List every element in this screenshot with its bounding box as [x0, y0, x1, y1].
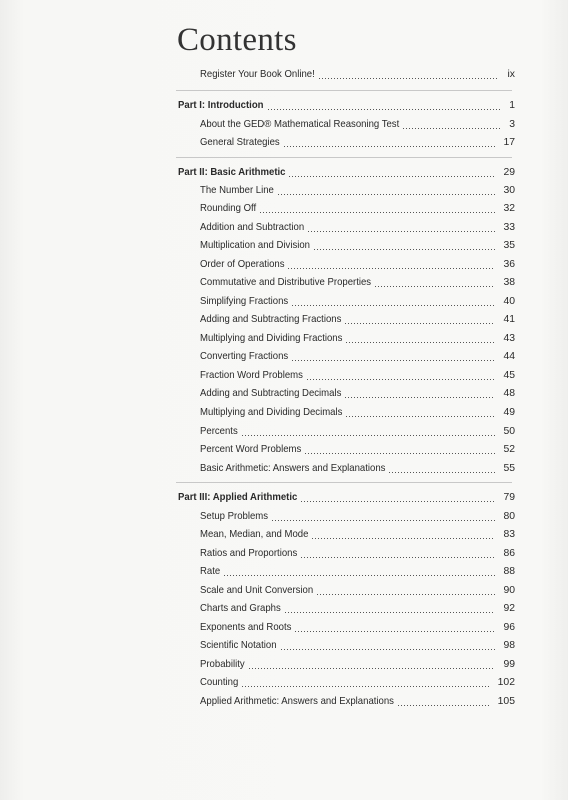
dot-leader	[402, 116, 501, 134]
toc-entry-page-number: 32	[503, 203, 515, 214]
dot-leader	[345, 330, 495, 348]
toc-entry	[0, 404, 568, 422]
toc-entry	[0, 441, 568, 459]
section-divider	[176, 157, 512, 158]
dot-leader	[287, 256, 495, 274]
toc-entry-page-number: 50	[503, 426, 515, 437]
toc-entry	[0, 460, 568, 478]
toc-entry	[0, 619, 568, 637]
toc-entry-page-number: 90	[503, 585, 515, 596]
dot-leader	[267, 97, 501, 115]
section-divider	[176, 90, 512, 91]
dot-leader	[300, 489, 495, 507]
toc-entry	[0, 348, 568, 366]
toc-entry	[0, 256, 568, 274]
toc-entry-page-number: ix	[507, 69, 515, 80]
toc-entry	[0, 693, 568, 711]
dot-leader	[280, 637, 495, 655]
dot-leader	[291, 348, 495, 366]
dot-leader	[304, 441, 495, 459]
toc-entry	[0, 423, 568, 441]
toc-part-entry	[0, 489, 568, 507]
toc-entry-page-number: 52	[503, 444, 515, 455]
toc-entry-label: Counting	[200, 677, 239, 688]
toc-entry	[0, 367, 568, 385]
toc-entry	[0, 582, 568, 600]
toc-entry-page-number: 96	[503, 622, 515, 633]
toc-entry-label: Part III: Applied Arithmetic	[178, 492, 298, 503]
toc-entry-page-number: 92	[503, 603, 515, 614]
toc-entry-label: The Number Line	[200, 185, 274, 196]
toc-entry-page-number: 1	[509, 100, 515, 111]
dot-leader	[300, 545, 495, 563]
toc-entry-page-number: 86	[503, 548, 515, 559]
toc-entry-page-number: 38	[503, 277, 515, 288]
dot-leader	[291, 293, 495, 311]
toc-entry	[0, 656, 568, 674]
toc-entry	[0, 545, 568, 563]
dot-leader	[311, 526, 495, 544]
toc-entry-page-number: 102	[497, 677, 515, 688]
toc-entry-page-number: 48	[503, 388, 515, 399]
toc-entry-page-number: 83	[503, 529, 515, 540]
dot-leader	[288, 164, 495, 182]
toc-entry-label: General Strategies	[200, 137, 280, 148]
page-title: Contents	[177, 22, 297, 58]
toc-entry	[0, 674, 568, 692]
dot-leader	[259, 200, 495, 218]
toc-entry-label: Scale and Unit Conversion	[200, 585, 314, 596]
toc-part-entry	[0, 97, 568, 115]
toc-entry-label: Multiplication and Division	[200, 240, 310, 251]
toc-entry-page-number: 41	[503, 314, 515, 325]
toc-entry-label: Part I: Introduction	[178, 100, 264, 111]
dot-leader	[248, 656, 495, 674]
toc-entry	[0, 219, 568, 237]
toc-entry-label: Percents	[200, 426, 238, 437]
dot-leader	[241, 423, 495, 441]
toc-entry	[0, 563, 568, 581]
toc-entry	[0, 330, 568, 348]
toc-entry	[0, 311, 568, 329]
dot-leader	[271, 508, 495, 526]
dot-leader	[294, 619, 495, 637]
toc-entry-label: Basic Arithmetic: Answers and Explanations	[200, 463, 386, 474]
toc-entry-page-number: 44	[503, 351, 515, 362]
toc-entry-page-number: 79	[503, 492, 515, 503]
toc-entry	[0, 274, 568, 292]
dot-leader	[223, 563, 495, 581]
toc-entry-label: Exponents and Roots	[200, 622, 292, 633]
toc-entry-label: Part II: Basic Arithmetic	[178, 167, 286, 178]
dot-leader	[316, 582, 495, 600]
toc-entry-page-number: 80	[503, 511, 515, 522]
dot-leader	[397, 693, 490, 711]
dot-leader	[241, 674, 490, 692]
dot-leader	[306, 367, 495, 385]
dot-leader	[313, 237, 495, 255]
toc-entry-label: Rounding Off	[200, 203, 257, 214]
toc-entry-label: Charts and Graphs	[200, 603, 281, 614]
toc-entry	[0, 134, 568, 152]
toc-entry	[0, 526, 568, 544]
dot-leader	[307, 219, 495, 237]
toc-entry	[0, 508, 568, 526]
toc-entry-label: Probability	[200, 659, 245, 670]
toc-entry-page-number: 17	[503, 137, 515, 148]
toc-entry-label: Multiplying and Dividing Decimals	[200, 407, 343, 418]
toc-entry	[0, 600, 568, 618]
toc-entry-page-number: 43	[503, 333, 515, 344]
toc-entry-page-number: 98	[503, 640, 515, 651]
toc-entry-label: Converting Fractions	[200, 351, 289, 362]
dot-leader	[318, 66, 499, 84]
toc-entry-page-number: 105	[497, 696, 515, 707]
toc-entry-label: Adding and Subtracting Fractions	[200, 314, 342, 325]
toc-entry-page-number: 45	[503, 370, 515, 381]
toc-entry-label: Simplifying Fractions	[200, 296, 289, 307]
toc-entry-page-number: 99	[503, 659, 515, 670]
toc-entry-label: Applied Arithmetic: Answers and Explanations	[200, 696, 394, 707]
dot-leader	[374, 274, 495, 292]
toc-entry-page-number: 49	[503, 407, 515, 418]
dot-leader	[284, 600, 495, 618]
toc-entry	[0, 66, 568, 84]
toc-entry-label: Mean, Median, and Mode	[200, 529, 309, 540]
toc-entry-label: Adding and Subtracting Decimals	[200, 388, 342, 399]
dot-leader	[344, 385, 495, 403]
toc-entry-page-number: 29	[503, 167, 515, 178]
toc-entry-label: Register Your Book Online!	[200, 69, 315, 80]
toc-entry-page-number: 30	[503, 185, 515, 196]
toc-entry-page-number: 35	[503, 240, 515, 251]
toc-entry	[0, 200, 568, 218]
toc-entry-label: About the GED® Mathematical Reasoning Test	[200, 119, 400, 130]
toc-entry-page-number: 40	[503, 296, 515, 307]
toc-entry-page-number: 55	[503, 463, 515, 474]
toc-entry-label: Ratios and Proportions	[200, 548, 298, 559]
section-divider	[176, 482, 512, 483]
toc-entry	[0, 293, 568, 311]
toc-entry	[0, 237, 568, 255]
toc-entry-page-number: 36	[503, 259, 515, 270]
toc-entry-label: Addition and Subtraction	[200, 222, 305, 233]
toc-entry-label: Order of Operations	[200, 259, 285, 270]
toc-entry-label: Fraction Word Problems	[200, 370, 303, 381]
toc-entry-label: Rate	[200, 566, 221, 577]
toc-entry-label: Commutative and Distributive Properties	[200, 277, 372, 288]
toc-entry-label: Scientific Notation	[200, 640, 277, 651]
toc-entry-label: Percent Word Problems	[200, 444, 302, 455]
toc-entry-page-number: 88	[503, 566, 515, 577]
dot-leader	[283, 134, 495, 152]
toc-entry-label: Multiplying and Dividing Fractions	[200, 333, 343, 344]
toc-entry-page-number: 33	[503, 222, 515, 233]
toc-entry	[0, 637, 568, 655]
dot-leader	[345, 404, 495, 422]
toc-entry	[0, 385, 568, 403]
toc-part-entry	[0, 164, 568, 182]
toc-entry	[0, 182, 568, 200]
dot-leader	[277, 182, 495, 200]
toc-entry-label: Setup Problems	[200, 511, 269, 522]
toc-entry-page-number: 3	[509, 119, 515, 130]
dot-leader	[388, 460, 495, 478]
dot-leader	[344, 311, 495, 329]
toc-entry	[0, 116, 568, 134]
